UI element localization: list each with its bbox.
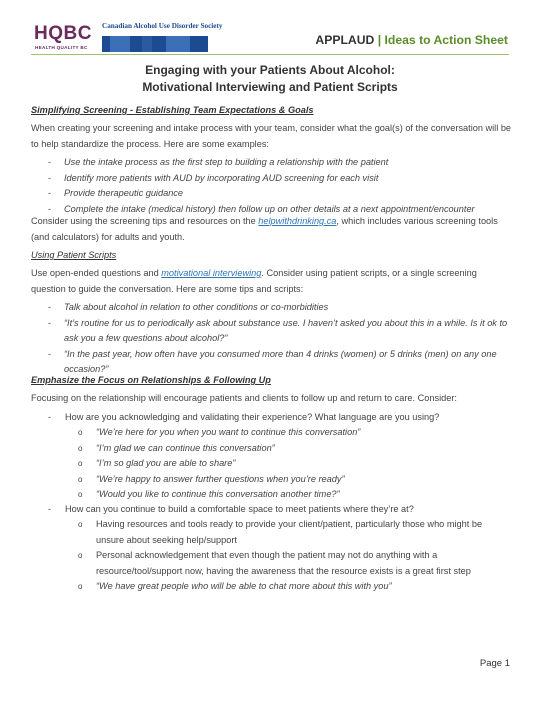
section3-heading: Emphasize the Focus on Relationships & Following Up	[31, 375, 271, 385]
cauds-logo-text: Canadian Alcohol Use Disorder Society	[102, 22, 223, 30]
header-title-subtitle: Ideas to Action Sheet	[384, 33, 508, 47]
list-item: o “We have great people who will be able to chat more about this with you”	[78, 581, 392, 592]
hqbc-logo-text: HQBC	[34, 23, 92, 44]
list-item: o Personal acknowledgement that even though the patient may not do anything with a resource/tool/support now, having the awareness that the resource exists is a great first step	[78, 550, 471, 576]
list-item: o Having resources and tools ready to provide your client/patient, particularly those who might be unsure about seeking help/support	[78, 519, 483, 545]
doc-title-line2: Motivational Interviewing and Patient Scripts	[142, 80, 398, 94]
section1-resources-paragraph: Consider using the screening tips and resources on the helpwithdrinking.ca, which includes various screening tools (and calculators) for adults and youth.	[31, 216, 498, 242]
section3-intro: Focusing on the relationship will encourage patients and clients to follow up and return to care. Consider:	[31, 393, 457, 403]
list-item: o “We’re here for you when you want to continue this conversation”	[78, 427, 361, 437]
list-item: - “It’s routine for us to periodically ask about substance use. I haven’t asked you about this in a while. Is it ok to ask you a few questions about alcohol?”	[48, 317, 508, 344]
section3-question1-list	[78, 425, 508, 503]
list-item: - Provide therapeutic guidance	[48, 188, 184, 199]
list-item: - Talk about alcohol in relation to other conditions or co-morbidities	[48, 302, 329, 312]
cauds-logo-banner	[102, 36, 208, 52]
doc-title-line1: Engaging with your Patients About Alcohol:	[145, 63, 395, 77]
section2-bullet-list	[48, 300, 514, 378]
helpwithdrinking-link[interactable]: helpwithdrinking.ca	[258, 216, 337, 226]
section3-question2-list	[78, 517, 508, 595]
list-item: o “Would you like to continue this conversation another time?”	[78, 489, 340, 500]
hqbc-logo-subtext: HEALTH QUALITY BC	[35, 45, 88, 50]
cauds-logo	[102, 22, 223, 54]
header-title-separator: |	[377, 33, 382, 47]
document-page: HQBC HEALTH QUALITY BC Canadian Alcohol Use Disorder Society APPLAUD | Ideas to Action Sheet Engaging with your Patients About Alcohol: Motivational Interviewing and Patient Scripts Simplifying Screening - Establishing Team Expectations & Goals When creating your screening and intake process with your team, consider what the goal(s) of the conversation will be to help standardize the process. Here are some examples: - Use the intake process as the first step to building a relationship with the patient - Identify more patients with AUD by incorporating AUD screening for each visit - Provide therapeutic guidance - Complete the intake (medical history) then follow up on other details at a next appointment/encounter Consider using the screening tips and resources on the helpwithdrinking.ca, which includes various screening tools (and calculators) for adults and youth. Using Patient Scripts Use open-ended questions and motivational interviewing. Consider using patient scripts, or a single screening question to guide the conversation. Here are some tips and scripts: - Talk about alcohol in relation to other conditions or co-morbidities - “It’s routine for us to periodically ask about substance use. I haven’t asked you about this in a while. Is it ok to ask you a few questions about alcohol?” - “In the past year, how often have you consumed more than 4 drinks (women) or 5 drinks (men) on any one occasion?” Emphasize the Focus on Relationships & Following Up Focusing on the relationship will encourage patients and clients to follow up and return to care. Consider: - How are you acknowledging and validating their experience? What language are you using? o “We’re here for you when you want to continue this conversation” o “I’m glad we can continue this conversation” o “I’m so glad you are able to share” o “We’re happy to answer further questions when you’re ready” o “Would you like to continue this conversation another time?” - How can you continue to build a comfortable space to meet patients where they’re at? o Having resources and tools ready to provide your client/patient, particularly those who might be unsure about seeking help/support o Personal acknowledgement that even though the patient may not do anything with a resource/tool/support now, having the awareness that the resource exists is a great first step o “We have great people who will be able to chat more about this with you” Page 1	[0, 0, 540, 702]
hqbc-logo	[34, 24, 96, 52]
list-item: o “I’m glad we can continue this conversation”	[78, 442, 275, 453]
list-item: - “In the past year, how often have you consumed more than 4 drinks (women) or 5 drinks (men) on any one occasion?”	[48, 348, 497, 375]
motivational-interviewing-link[interactable]: motivational interviewing	[161, 268, 262, 278]
header-title	[315, 33, 508, 47]
header-title-applaud: APPLAUD	[315, 33, 375, 47]
section2-intro: Use open-ended questions and motivational interviewing. Consider using patient scripts, or a single screening question to guide the conversation. Here are some tips and scripts:	[31, 268, 477, 294]
list-item: - Use the intake process as the first step to building a relationship with the patient	[48, 157, 389, 167]
header-divider	[31, 54, 509, 55]
list-item: - Complete the intake (medical history) then follow up on other details at a next appointment/encounter	[48, 203, 475, 214]
list-item: o “We’re happy to answer further questions when you’re ready”	[78, 473, 345, 484]
section2-heading: Using Patient Scripts	[31, 250, 117, 260]
page-number: Page 1	[479, 658, 510, 669]
list-item: o “I’m so glad you are able to share”	[78, 458, 236, 469]
section1-bullet-list	[48, 155, 514, 217]
section1-heading: Simplifying Screening - Establishing Team Expectations & Goals	[31, 105, 314, 115]
section1-intro: When creating your screening and intake process with your team, consider what the goal(s) of the conversation will be to help standardize the process. Here are some examples:	[31, 123, 512, 149]
list-item: - Identify more patients with AUD by incorporating AUD screening for each visit	[48, 172, 379, 183]
